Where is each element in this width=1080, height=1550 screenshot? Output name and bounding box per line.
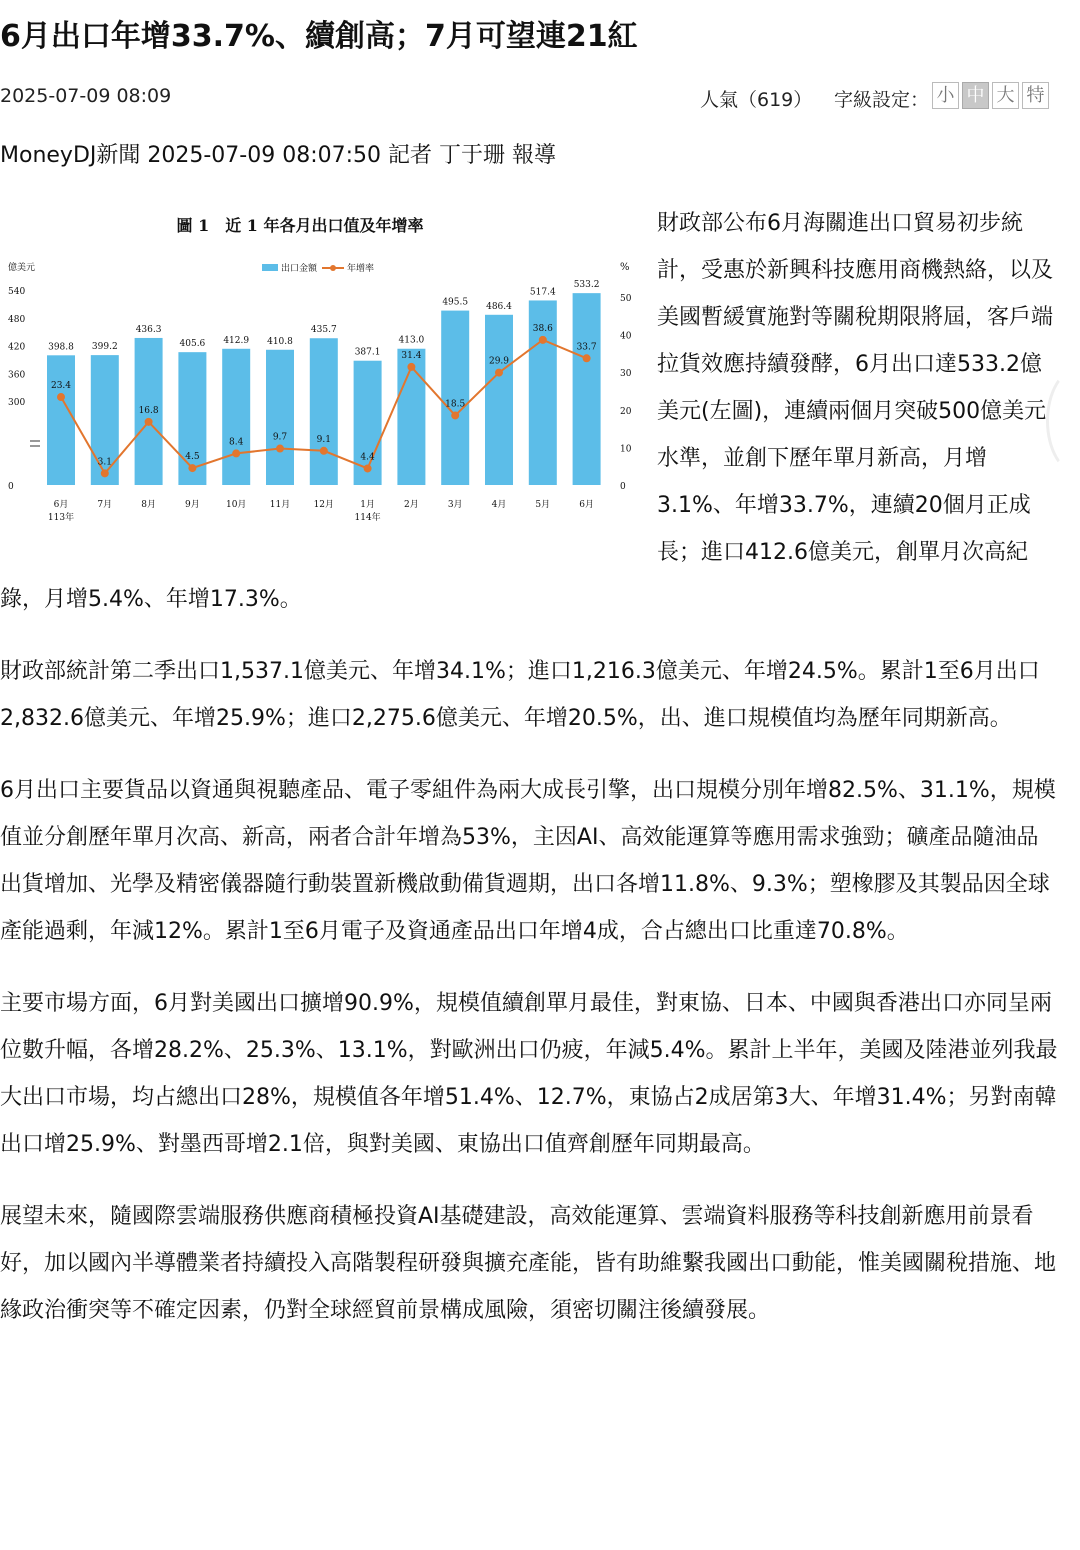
left-axis-tick: 480: [8, 314, 26, 325]
x-axis-label: 5月: [535, 500, 551, 510]
rate-point: [364, 464, 372, 472]
x-axis-label: 7月: [97, 500, 113, 510]
rate-point: [145, 418, 153, 426]
left-axis-tick: 0: [8, 482, 14, 492]
x-axis-label: 12月: [313, 500, 335, 510]
legend-bar-swatch: [262, 264, 278, 271]
x-axis-label: 10月: [225, 500, 247, 510]
x-axis-label: 6月 113年: [47, 500, 75, 523]
chart-bar: [573, 293, 601, 485]
rate-point: [101, 469, 109, 477]
rate-point: [539, 336, 547, 344]
rate-value-label: 16.8: [138, 405, 159, 416]
article-byline: MoneyDJ新聞 2025-07-09 08:07:50 記者 丁于珊 報導: [0, 143, 556, 168]
chart-bar: [310, 338, 338, 485]
bar-value-label: 486.4: [486, 301, 512, 312]
bar-value-label: 495.5: [442, 297, 469, 308]
x-axis-label: 4月: [491, 500, 507, 510]
rate-point: [276, 445, 284, 453]
rate-value-label: 3.1: [97, 457, 112, 468]
rate-point: [583, 354, 591, 362]
chart-bar: [47, 355, 75, 485]
right-axis-tick: 20: [620, 406, 632, 417]
legend-line-label: 年增率: [347, 264, 375, 274]
rate-point: [57, 393, 65, 401]
x-axis-label: 11月: [269, 500, 291, 510]
x-axis-label: 6月: [579, 500, 594, 510]
paragraph: 主要市場方面，6月對美國出口擴增90.9%，規模值續創單月最佳，對東協、日本、中國與香港出口亦同呈兩位數升幅，各增28.2%、25.3%、13.1%，對歐洲出口仍疲，年減5.4%。累計上半年，美國及陸港並列我最大出口市場，均占總出口28%，規模值各年增51.4%、12.7%，東協占2成居第3大、年增31.4%；另對南韓出口增25.9%、對墨西哥增2.1倍，與對美國、東協出口值齊創歷年同期最高。: [0, 991, 1058, 1157]
chart-bar: [266, 350, 294, 485]
chart-bar: [441, 311, 469, 485]
rate-value-label: 9.1: [316, 434, 331, 445]
rate-value-label: 4.5: [185, 452, 200, 463]
chart-title: 圖 1 近 1 年各月出口值及年增率: [176, 216, 424, 235]
bar-value-label: 412.9: [223, 335, 250, 346]
export-chart: [0, 200, 640, 540]
font-size-label: 字級設定：: [834, 89, 930, 111]
bar-value-label: 387.1: [354, 347, 381, 358]
rate-value-label: 38.6: [532, 323, 553, 334]
rate-value-label: 18.5: [445, 399, 466, 410]
rate-value-label: 23.4: [50, 381, 72, 392]
font-size-medium-button[interactable]: 中: [962, 82, 989, 109]
rate-value-label: 4.4: [360, 452, 375, 463]
article-headline: 6月出口年增33.7%、續創高；7月可望連21紅: [0, 19, 638, 54]
chart-right-unit: %: [620, 262, 630, 273]
font-size-selector: [932, 82, 1049, 109]
bar-value-label: 517.4: [529, 287, 556, 298]
rate-point: [495, 369, 503, 377]
paragraph: 財政部統計第二季出口1,537.1億美元、年增34.1%；進口1,216.3億美元、年增24.5%。累計1至6月出口2,832.6億美元、年增25.9%；進口2,275.6億美元、年增20.5%，出、進口規模值均為歷年同期新高。: [0, 659, 1040, 731]
right-axis-tick: 10: [620, 444, 632, 455]
bar-value-label: 533.2: [573, 280, 600, 291]
rate-value-label: 31.4: [401, 350, 422, 361]
rate-point: [188, 464, 196, 472]
left-axis-tick: 360: [8, 370, 26, 381]
bar-value-label: 398.8: [48, 342, 74, 353]
paragraph: 財政部公布6月海關進出口貿易初步統計，受惠於新興科技應用商機熱絡，以及美國暫緩實施對等關稅期限將屆，客戶端拉貨效應持續發酵，6月出口達533.2億美元(左圖)，連續兩個月突破500億美元水準，並創下歷年單月新高，月增3.1%、年增33.7%，連續20個月正成長；進口412.6億美元，創單月次高紀錄，月增5.4%、年增17.3%。: [0, 211, 1054, 612]
x-axis-label: 2月: [404, 500, 419, 510]
right-axis-tick: 40: [620, 331, 632, 342]
rate-value-label: 8.4: [229, 437, 244, 448]
publish-date: 2025-07-09 08:09: [0, 85, 172, 107]
right-axis-tick: 0: [620, 482, 626, 492]
right-axis-tick: 50: [620, 294, 632, 304]
rate-value-label: 29.9: [488, 356, 510, 367]
x-axis-label: 9月: [185, 500, 200, 510]
rate-value-label: 33.7: [576, 342, 597, 353]
x-axis-label: 1月 114年: [354, 500, 381, 523]
font-size-xlarge-button[interactable]: 特: [1022, 82, 1049, 109]
popularity-count: 人氣（619）: [700, 89, 813, 111]
chart-bar: [485, 315, 513, 485]
rate-value-label: 9.7: [272, 432, 288, 443]
bar-value-label: 405.6: [179, 339, 206, 350]
left-axis-tick: 300: [8, 398, 26, 408]
bar-value-label: 410.8: [267, 336, 293, 347]
font-size-large-button[interactable]: 大: [992, 82, 1019, 109]
left-axis-tick: 540: [8, 287, 26, 297]
chart-bar: [222, 349, 250, 485]
font-size-small-button[interactable]: 小: [932, 82, 959, 109]
chart-left-unit: 億美元: [8, 263, 36, 273]
article-body: [0, 200, 1060, 1359]
rate-point: [232, 449, 240, 457]
rate-point: [451, 411, 459, 419]
rate-point: [320, 447, 328, 455]
bar-value-label: 399.2: [91, 342, 118, 353]
x-axis-label: 3月: [447, 500, 463, 510]
bar-value-label: 413.0: [398, 335, 425, 346]
bar-value-label: 436.3: [135, 324, 162, 335]
rate-point: [407, 363, 415, 371]
right-axis-tick: 30: [620, 369, 632, 380]
x-axis-label: 8月: [141, 500, 156, 510]
left-axis-tick: 420: [8, 342, 26, 353]
export-chart-figure[interactable]: [0, 200, 640, 540]
paragraph: 展望未來，隨國際雲端服務供應商積極投資AI基礎建設，高效能運算、雲端資料服務等科技創新應用前景看好，加以國內半導體業者持續投入高階製程研發與擴充產能，皆有助維繫我國出口動能，惟美國關稅措施、地緣政治衝突等不確定因素，仍對全球經貿前景構成風險，須密切關注後續發展。: [0, 1204, 1057, 1323]
legend-bar-label: 出口金額: [281, 264, 318, 274]
bar-value-label: 435.7: [310, 325, 337, 336]
paragraph: 6月出口主要貨品以資通與視聽產品、電子零組件為兩大成長引擎，出口規模分別年增82.5%、31.1%，規模值並分創歷年單月次高、新高，兩者合計年增為53%，主因AI、高效能運算等應用需求強勁；礦產品隨油品出貨增加、光學及精密儀器隨行動裝置新機啟動備貨週期，出口各增11.8%、9.3%；塑橡膠及其製品因全球產能過剩，年減12%。累計1至6月電子及資通產品出口年增4成，合占總出口比重達70.8%。: [0, 778, 1056, 944]
legend-line-marker: [330, 265, 336, 271]
